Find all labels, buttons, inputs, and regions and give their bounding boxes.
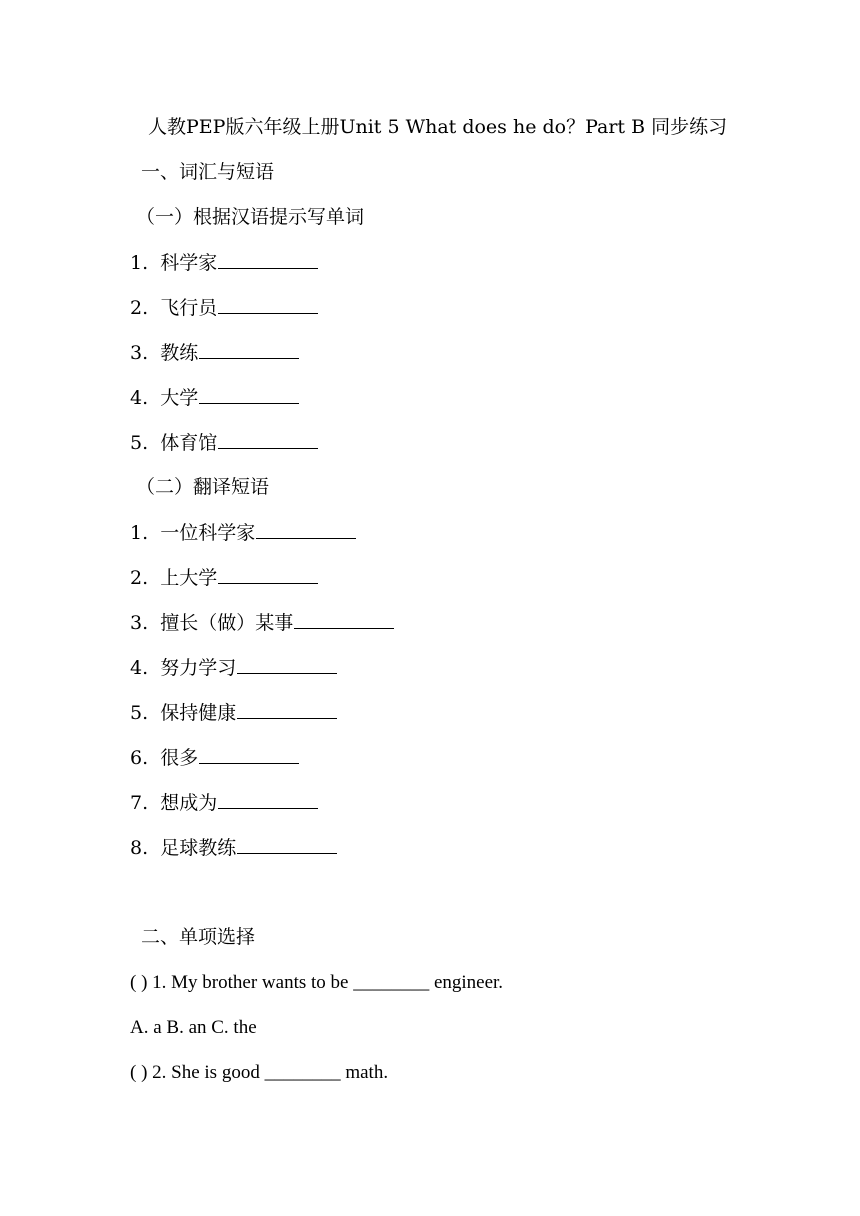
list-item	[130, 430, 318, 456]
page-title: 人教PEP版六年级上册Unit 5 What does he do？Part B 同步练习	[148, 116, 728, 138]
list-item	[130, 790, 318, 816]
list-item	[130, 835, 337, 861]
list-item	[130, 385, 299, 411]
answer-blank	[199, 385, 299, 404]
answer-blank	[199, 340, 299, 359]
item-text: 2. 飞行员	[130, 297, 218, 319]
answer-blank	[237, 700, 337, 719]
item-text: 4. 大学	[130, 387, 199, 409]
answer-blank	[237, 655, 337, 674]
item-text: 5. 体育馆	[130, 432, 218, 454]
item-text: 2. 上大学	[130, 567, 218, 589]
question-1-options: A. a B. an C. the	[130, 1017, 257, 1038]
item-text: 5. 保持健康	[130, 702, 237, 724]
list-item	[130, 520, 356, 546]
answer-blank	[256, 520, 356, 539]
answer-blank	[199, 745, 299, 764]
list-item	[130, 655, 337, 681]
item-text: 7. 想成为	[130, 792, 218, 814]
answer-blank	[218, 790, 318, 809]
list-item	[130, 565, 318, 591]
list-item	[130, 700, 337, 726]
answer-blank	[218, 430, 318, 449]
subsection-heading-write-words: （一）根据汉语提示写单词	[136, 206, 365, 228]
item-text: 4. 努力学习	[130, 657, 237, 679]
question-2: ( ) 2. She is good ________ math.	[130, 1062, 389, 1083]
answer-blank	[294, 610, 394, 629]
section-heading-vocabulary: 一、词汇与短语	[141, 161, 275, 183]
answer-blank	[237, 835, 337, 854]
subsection-heading-translate-phrases: （二）翻译短语	[136, 476, 270, 498]
item-text: 1. 一位科学家	[130, 522, 256, 544]
list-item	[130, 340, 299, 366]
section-heading-multiple-choice: 二、单项选择	[141, 926, 256, 948]
item-text: 3. 擅长（做）某事	[130, 612, 294, 634]
item-text: 6. 很多	[130, 747, 199, 769]
list-item	[130, 295, 318, 321]
list-item	[130, 250, 318, 276]
answer-blank	[218, 565, 318, 584]
item-text: 3. 教练	[130, 342, 199, 364]
question-1: ( ) 1. My brother wants to be ________ engineer.	[130, 972, 504, 993]
answer-blank	[218, 250, 318, 269]
list-item	[130, 610, 394, 636]
list-item	[130, 745, 299, 771]
item-text: 8. 足球教练	[130, 837, 237, 859]
item-text: 1. 科学家	[130, 252, 218, 274]
answer-blank	[218, 295, 318, 314]
